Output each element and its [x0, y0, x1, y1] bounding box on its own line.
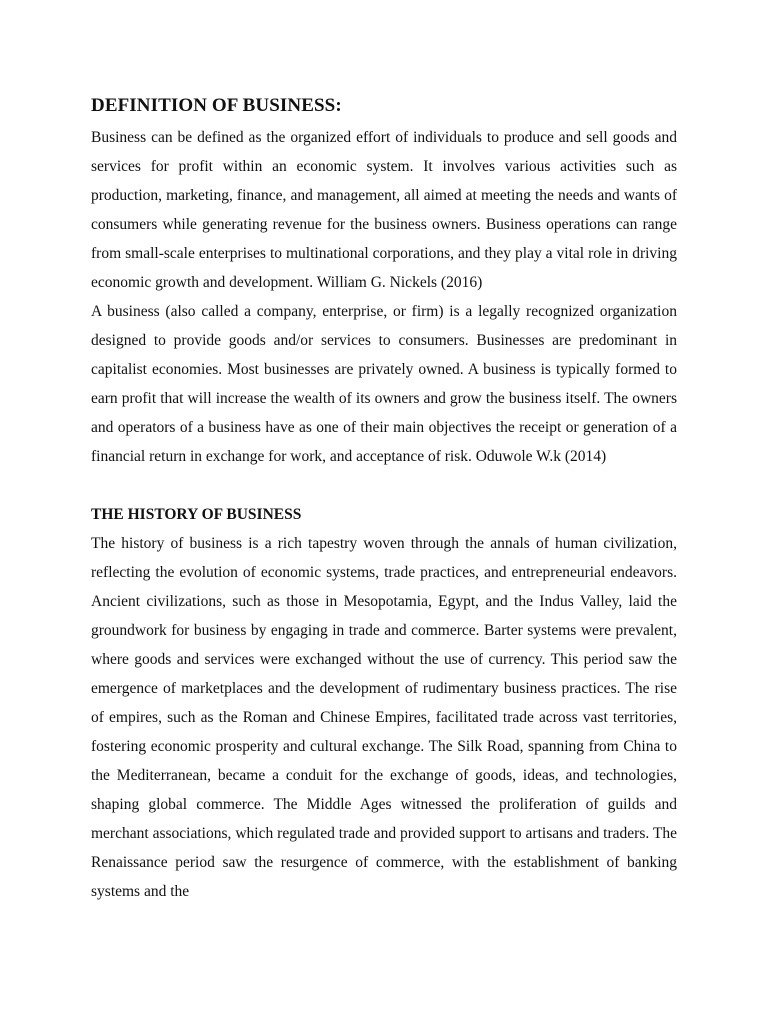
document-page	[91, 92, 677, 906]
definition-paragraph-2: A business (also called a company, enterprise, or firm) is a legally recognized organization designed to provide goods and/or services to consumers. Businesses are predominant in capitalist economies. Most businesses are privately owned. A business is typically formed to earn profit that will increase the wealth of its owners and grow the business itself. The owners and operators of a business have as one of their main objectives the receipt or generation of a financial return in exchange for work, and acceptance of risk. Oduwole W.k (2014)	[91, 303, 677, 465]
definition-paragraph-1: Business can be defined as the organized effort of individuals to produce and sell goods and services for profit within an economic system. It involves various activities such as production, marketing, finance, and management, all aimed at meeting the needs and wants of consumers while generating revenue for the business owners. Business operations can range from small-scale enterprises to multinational corporations, and they play a vital role in driving economic growth and development. William G. Nickels (2016)	[91, 129, 677, 291]
page-title: DEFINITION OF BUSINESS:	[91, 95, 342, 116]
history-paragraph: The history of business is a rich tapestry woven through the annals of human civilization, reflecting the evolution of economic systems, trade practices, and entrepreneurial endeavors. Ancient civilizations, such as those in Mesopotamia, Egypt, and the Indus Valley, laid the groundwork for business by engaging in trade and commerce. Barter systems were prevalent, where goods and services were exchanged without the use of currency. This period saw the emergence of marketplaces and the development of rudimentary business practices. The rise of empires, such as the Roman and Chinese Empires, facilitated trade across vast territories, fostering economic prosperity and cultural exchange. The Silk Road, spanning from China to the Mediterranean, became a conduit for the exchange of goods, ideas, and technologies, shaping global commerce. The Middle Ages witnessed the proliferation of guilds and merchant associations, which regulated trade and provided support to artisans and traders. The Renaissance period saw the resurgence of commerce, with the establishment of banking systems and the	[91, 535, 677, 900]
section-heading-history: THE HISTORY OF BUSINESS	[91, 506, 302, 523]
